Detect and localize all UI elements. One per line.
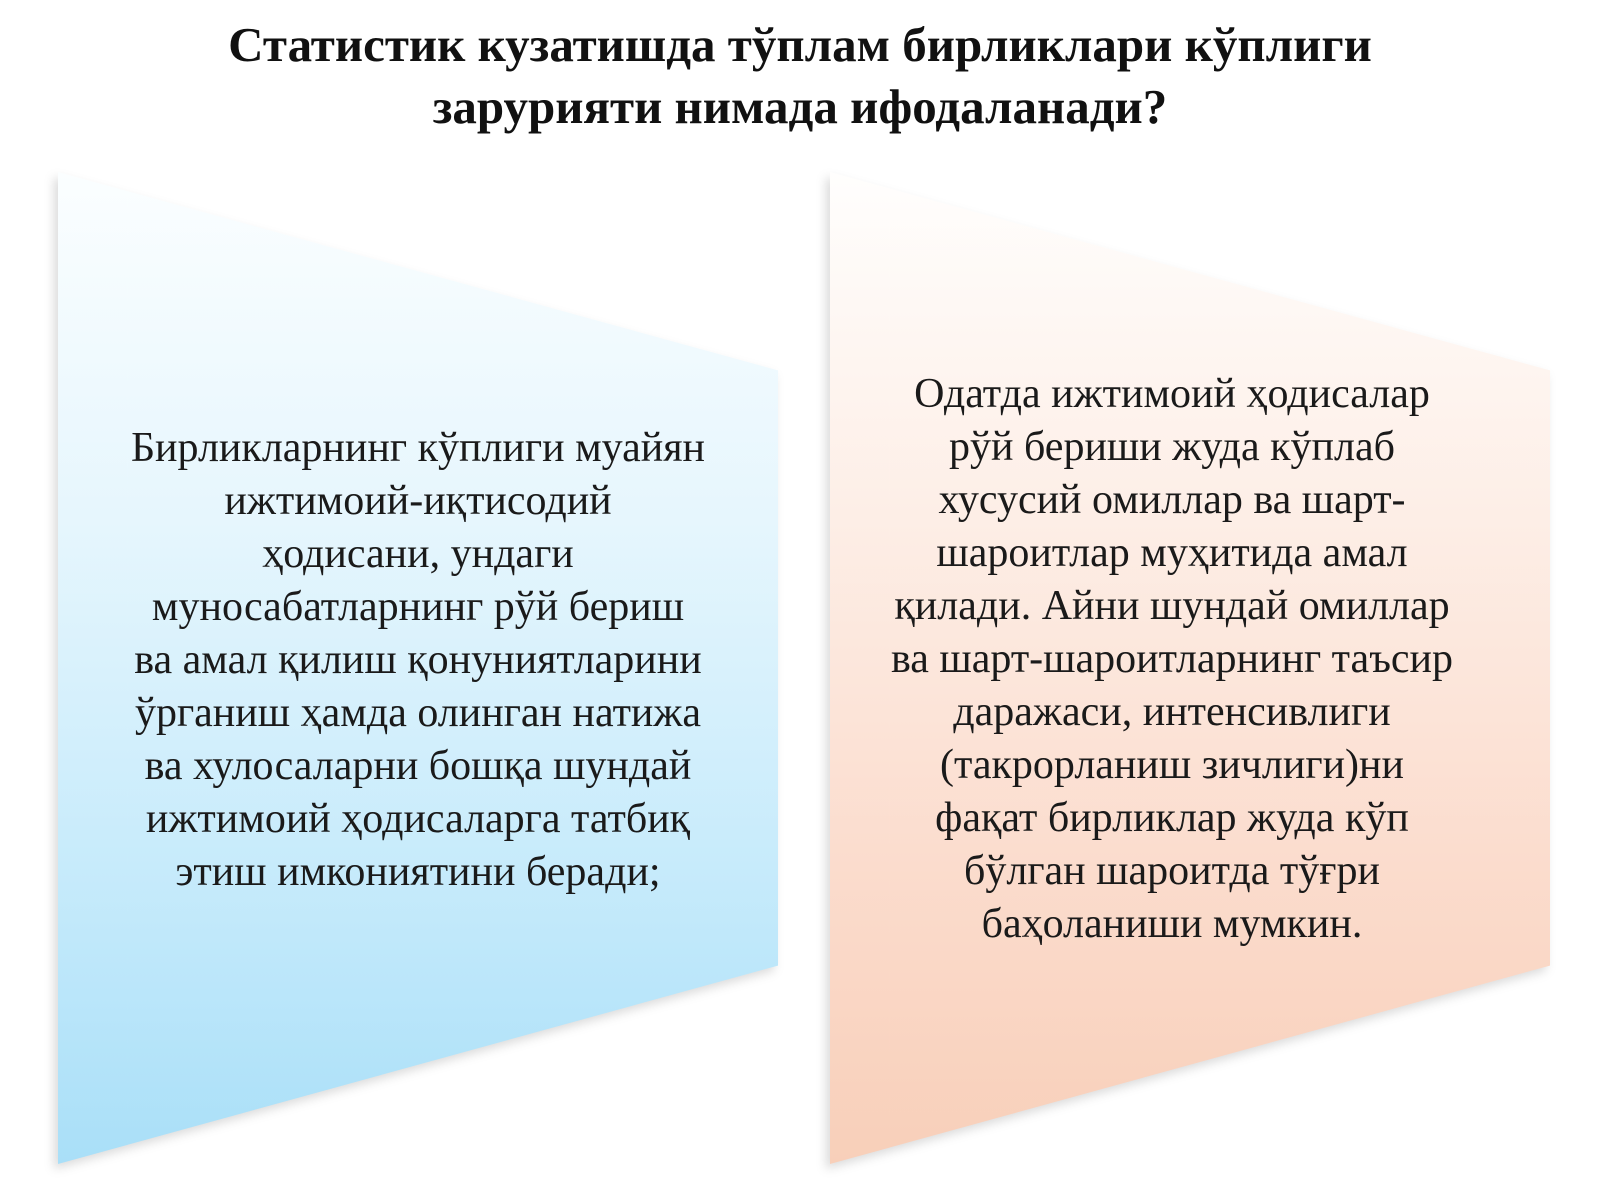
- right-box-line: рўй бериши жуда кўплаб: [949, 424, 1395, 470]
- right-box-text: [812, 368, 1532, 951]
- slide-title: [0, 14, 1600, 138]
- right-box-line: қилади. Айни шундай омиллар: [894, 583, 1450, 629]
- left-box-text: [58, 422, 778, 899]
- left-box-line: Бирликларнинг кўплиги муайян: [130, 425, 706, 471]
- left-box-line: муносабатларнинг рўй бериш: [151, 584, 685, 630]
- right-box-line: Одатда ижтимоий ҳодисалар: [914, 371, 1430, 417]
- left-box-line: ва амал қилиш қонуниятларини: [134, 637, 702, 683]
- right-box-line: бўлган шароитда тўғри: [963, 848, 1380, 894]
- right-box-line: баҳоланиши мумкин.: [981, 901, 1363, 947]
- right-box-line: хусусий омиллар ва шарт-: [938, 477, 1406, 523]
- left-box-line: ва хулосаларни бошқа шундай: [144, 743, 692, 789]
- left-box-line: ўрганиш ҳамда олинган натижа: [134, 690, 702, 736]
- right-box-line: даражаси, интенсивлиги: [953, 689, 1391, 735]
- right-box-line: (такрорланиш зичлиги)ни: [939, 742, 1404, 788]
- right-text-box: [830, 172, 1550, 1164]
- left-text-box: [58, 172, 778, 1164]
- right-box-line: шароитлар муҳитида амал: [936, 530, 1408, 576]
- left-box-line: ижтимоий-иқтисодий: [224, 478, 612, 524]
- left-box-line: ижтимоий ҳодисаларга татбиқ: [145, 796, 691, 842]
- left-box-line: ҳодисани, ундаги: [262, 531, 574, 577]
- left-box-line: этиш имкониятини беради;: [175, 849, 661, 895]
- slide-title-line-1: Статистик кузатишда тўплам бирликлари кўплиги: [228, 17, 1372, 72]
- right-box-line: фақат бирликлар жуда кўп: [935, 795, 1409, 841]
- slide-title-line-2: зарурияти нимада ифодаланади?: [432, 79, 1168, 134]
- right-box-line: ва шарт-шароитларнинг таъсир: [890, 636, 1454, 682]
